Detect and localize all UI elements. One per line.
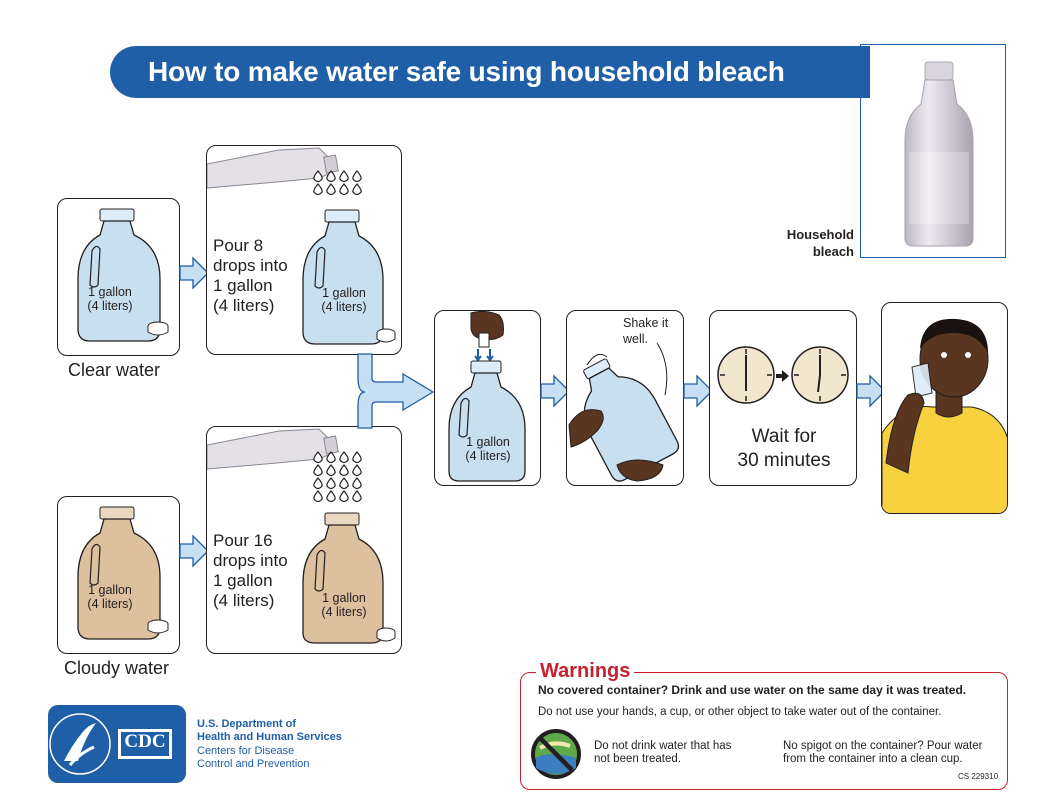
warning-no-spigot	[783, 740, 982, 766]
shaking-jug-image	[567, 335, 684, 485]
pour-16-instructions	[213, 531, 288, 611]
drop-icon	[327, 171, 335, 182]
shake-line2: well.	[623, 332, 649, 346]
clock-start-icon	[716, 345, 776, 405]
drink-panel	[881, 302, 1008, 514]
drop-icon	[340, 491, 348, 502]
drop-icon	[340, 171, 348, 182]
warning-no-hands: Do not use your hands, a cup, or other object to take water out of the container.	[538, 706, 942, 718]
pour-8-instructions	[213, 236, 288, 316]
pour-16-line2: drops into	[213, 551, 288, 570]
cdc-line2: Control and Prevention	[197, 757, 310, 770]
drop-icon	[353, 465, 361, 476]
drop-icon	[327, 452, 335, 463]
arrow-right-icon	[179, 256, 209, 290]
drop-icon	[314, 171, 322, 182]
cloudy-jug-label-line2: (4 liters)	[87, 597, 133, 611]
drop-icon	[314, 184, 322, 195]
no-drinking-untreated-water-icon	[530, 728, 582, 780]
clear-water-caption: Clear water	[68, 360, 161, 380]
pour-8-jug-line1: 1 gallon	[322, 286, 366, 300]
drop-icon	[353, 184, 361, 195]
cloudy-jug-label-line1: 1 gallon	[88, 583, 132, 597]
drop-icon	[340, 184, 348, 195]
bleach-bottle-image	[895, 60, 985, 250]
drop-icon	[340, 478, 348, 489]
warnings-title: Warnings	[536, 660, 634, 683]
cdc-name	[197, 745, 310, 770]
drops-icon	[312, 170, 372, 204]
drop-icon	[353, 171, 361, 182]
drop-icon	[327, 184, 335, 195]
pour-8-jug-line2: (4 liters)	[321, 300, 367, 314]
pour-16-line3: 1 gallon	[213, 571, 273, 590]
mix-panel	[434, 310, 541, 486]
warning-no-spigot-line1: No spigot on the container? Pour water	[783, 740, 983, 752]
clear-water-jug-image	[299, 208, 389, 348]
cloudy-water-caption: Cloudy water	[64, 658, 170, 678]
drop-icon	[314, 452, 322, 463]
wait-line1: Wait for	[751, 426, 817, 447]
bleach-label-line1: Household	[786, 227, 854, 242]
warning-do-not-drink	[594, 740, 731, 766]
drops-icon	[312, 451, 372, 511]
document-code: CS 229310	[958, 772, 999, 781]
shake-panel	[566, 310, 684, 486]
warning-no-spigot-line2: from the container into a clean cup.	[783, 753, 963, 765]
jug-cap-icon	[146, 321, 170, 337]
drop-icon	[353, 478, 361, 489]
cloudy-water-panel	[57, 496, 180, 654]
person-drinking-image	[882, 303, 1008, 514]
pour-16-line1: Pour 16	[213, 531, 273, 550]
hhs-line2: Health and Human Services	[197, 730, 342, 743]
cdc-logo-text: CDC	[124, 731, 166, 752]
drop-icon	[314, 491, 322, 502]
warning-do-not-drink-line1: Do not drink water that has	[594, 740, 732, 752]
jug-cap-icon	[146, 619, 170, 635]
drop-icon	[340, 465, 348, 476]
join-arrow-icon	[355, 352, 437, 430]
mix-jug-label	[455, 435, 521, 463]
wait-line2: 30 minutes	[737, 450, 831, 471]
drop-icon	[353, 452, 361, 463]
jug-cap-icon	[375, 627, 397, 643]
page-title: How to make water safe using household bleach	[148, 56, 785, 87]
drop-icon	[340, 452, 348, 463]
drop-icon	[327, 465, 335, 476]
clear-jug-label-line1: 1 gallon	[88, 285, 132, 299]
wait-instruction	[710, 425, 857, 473]
bleach-label	[750, 226, 854, 260]
clock-arrow-icon	[776, 369, 790, 383]
pour-8-line1: Pour 8	[213, 236, 264, 255]
jug-cap-icon	[375, 328, 397, 344]
mix-jug-line1: 1 gallon	[466, 435, 510, 449]
drop-icon	[353, 491, 361, 502]
clear-water-panel	[57, 198, 180, 356]
wait-panel	[709, 310, 857, 486]
warning-same-day: No covered container? Drink and use water on the same day it was treated.	[538, 683, 967, 697]
drop-icon	[314, 478, 322, 489]
drop-icon	[327, 491, 335, 502]
arrow-right-icon	[179, 534, 209, 568]
pour-16-jug-line1: 1 gallon	[322, 591, 366, 605]
clear-jug-label-line2: (4 liters)	[87, 299, 133, 313]
hhs-name	[197, 718, 342, 743]
pour-8-panel	[206, 145, 402, 355]
warning-do-not-drink-line2: not been treated.	[594, 753, 681, 765]
pour-8-line4: (4 liters)	[213, 296, 275, 315]
cloudy-jug-label	[80, 583, 140, 611]
pour-8-line3: 1 gallon	[213, 276, 273, 295]
drop-icon	[314, 465, 322, 476]
hhs-line1: U.S. Department of	[197, 718, 297, 730]
clock-end-icon	[790, 345, 850, 405]
pour-16-jug-line2: (4 liters)	[321, 605, 367, 619]
shake-line1: Shake it	[623, 316, 669, 330]
pour-16-jug-label	[311, 591, 377, 619]
pour-8-jug-label	[311, 286, 377, 314]
pour-16-line4: (4 liters)	[213, 591, 275, 610]
pour-16-panel	[206, 426, 402, 654]
drop-icon	[327, 478, 335, 489]
mixed-water-jug-image	[447, 359, 529, 485]
clear-jug-label	[80, 285, 140, 313]
mix-jug-line2: (4 liters)	[465, 449, 511, 463]
hand-dropping-icon	[465, 311, 515, 361]
pour-8-line2: drops into	[213, 256, 288, 275]
cdc-line1: Centers for Disease	[197, 745, 295, 757]
bleach-label-line2: bleach	[812, 244, 854, 259]
